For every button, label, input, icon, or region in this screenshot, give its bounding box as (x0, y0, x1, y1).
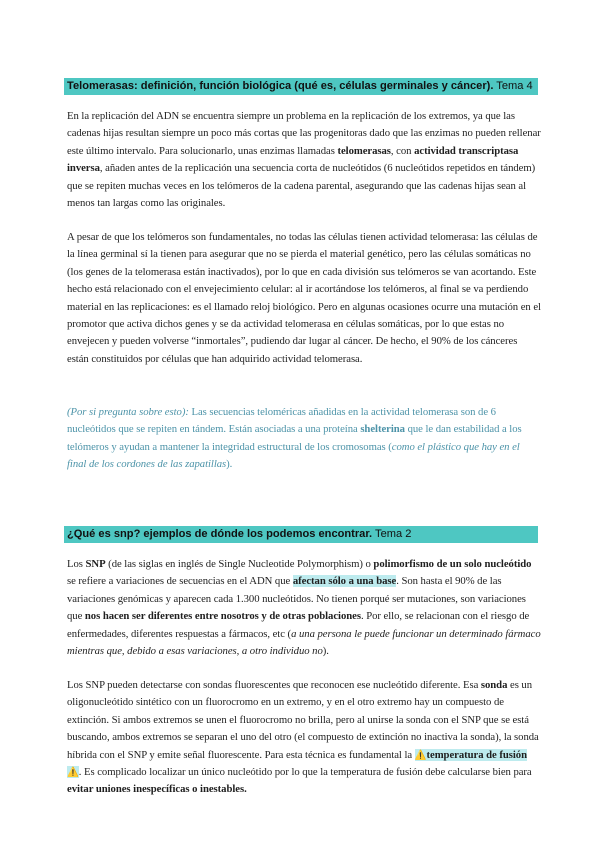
paragraph-replicacion (67, 108, 541, 212)
text: Las secuencias teloméricas añadidas en la actividad telomerasa son de 6 nucleótidos que se repiten en tándem. Están asociadas a una proteína (67, 406, 496, 436)
section-heading-snp (64, 526, 538, 543)
warning-icon: ⚠️ (414, 749, 427, 761)
term-diferentes: nos hacen ser diferentes entre nosotros y de otras poblaciones (84, 610, 361, 623)
note-paragraph (67, 404, 541, 474)
heading-tema: Tema 2 (372, 528, 412, 540)
text: En la replicación del ADN se encuentra siempre un problema en la replicación de los extremos, ya que las cadenas hijas resultan siempre un poco más cortas que las progenitoras dado que las enzimas no pueden rellenar este último intervalo. Para solucionarlo, unas enzimas llamadas (67, 110, 541, 157)
text: (de las siglas en inglés de Single Nucleotide Polymorphism) o (105, 558, 374, 570)
heading-tema: Tema 4 (493, 80, 533, 92)
term-telomerasas: telomerasas (337, 144, 391, 157)
heading-title: ¿Qué es snp? ejemplos de dónde los podemos encontrar. (67, 528, 373, 540)
paragraph-telomeros: A pesar de que los telómeros son fundamentales, no todas las células tienen actividad telomerasa: las células de la línea germinal sí la tienen para asegurar que no se pierda el material genético, pero las células somáticas no (los genes de la telomerasa están inactivados), por lo que en cada división sus telómeros se van acortando. Este hecho está relacionado con el envejecimiento celular: al ir acortándose los telómeros, al final se va perdiendo material en las replicaciones: es el llamado reloj biológico. Pero en algunas ocasiones ocurre una mutación en el promotor que activa dichos genes y se da actividad telomerasa en células somáticas, por lo que estas no envejecen y pueden volverse “inmortales”, pudiendo dar lugar al cáncer. De hecho, el 90% de los cánceres están constituidos por células que han adquirido actividad telomerasa. (67, 231, 541, 365)
term-evitar-uniones: evitar uniones inespecíficas o inestables. (67, 783, 247, 796)
text: . Es complicado localizar un único nucleótido por lo que la temperatura de fusión debe calcularse bien para (78, 766, 532, 779)
term-temperatura: temperatura de fusión (426, 748, 527, 761)
heading-title: Telomerasas: definición, función biológica (qué es, células germinales y cáncer). (67, 80, 494, 92)
text: Los (67, 558, 86, 570)
paragraph-snp-detection (67, 677, 541, 799)
example-italic: a una persona le puede funcionar un determinado fármaco mientras que, debido a esas variaciones, a otro individuo no (67, 627, 541, 658)
text: se refiere a variaciones de secuencias en el ADN que (67, 575, 293, 588)
text: ). (226, 458, 233, 471)
term-snp: SNP (85, 558, 106, 570)
term-sonda: sonda (480, 679, 508, 691)
term-polimorfismo: polimorfismo de un solo nucleótido (373, 558, 532, 570)
term-shelterina: shelterina (360, 423, 405, 436)
warning-icon: ⚠️ (67, 767, 79, 779)
term-transcriptasa: actividad transcriptasa inversa (67, 144, 519, 175)
text: . Son hasta el 90% de las variaciones genómicas y aparecen cada 1.300 nucleótidos. No tienen porqué ser mutaciones, son variaciones que (67, 575, 526, 623)
text: , con (390, 144, 415, 157)
text: , añaden antes de la replicación una secuencia corta de nucleótidos (6 nucleótidos repetidos en tándem) que se repiten muchas veces en los telómeros de la cadena parental, asegurando que las cadenas hijas sean al menos tan largas como las originales. (67, 162, 536, 210)
text: es un oligonucleótido sintético con un fluorocromo en un extremo, y en el otro extremo hay un compuesto de extinción. Si ambos extremos se unen el fluorocromo no brilla, pero al unirse la sonda con el SNP que se está buscando, ambos extremos se separan el uno del otro (el compuesto de extinción no inactiva la sonda), la sonda híbrida con el SNP y emite señal fluorescente. Para esta técnica es fundamental la (67, 679, 539, 761)
note-label: (Por si pregunta sobre esto): (67, 406, 189, 418)
note-italic: como el plástico que hay en el final de los cordones de las zapatillas (67, 440, 520, 471)
highlight-afectan-base: afectan sólo a una base (292, 575, 397, 588)
text: Los SNP pueden detectarse con sondas fluorescentes que reconocen ese nucleótido diferente. Esa (67, 679, 481, 691)
paragraph-snp-definition (67, 556, 541, 660)
text: . Por ello, se relacionan con el riesgo de enfermedades, diferentes respuestas a fármacos, etc ( (67, 610, 530, 640)
section-heading-telomerasas (64, 78, 538, 95)
text: que le dan estabilidad a los telómeros y ayudan a mantener la integridad estructural de los cromosomas ( (67, 423, 522, 453)
text: ). (322, 645, 329, 658)
